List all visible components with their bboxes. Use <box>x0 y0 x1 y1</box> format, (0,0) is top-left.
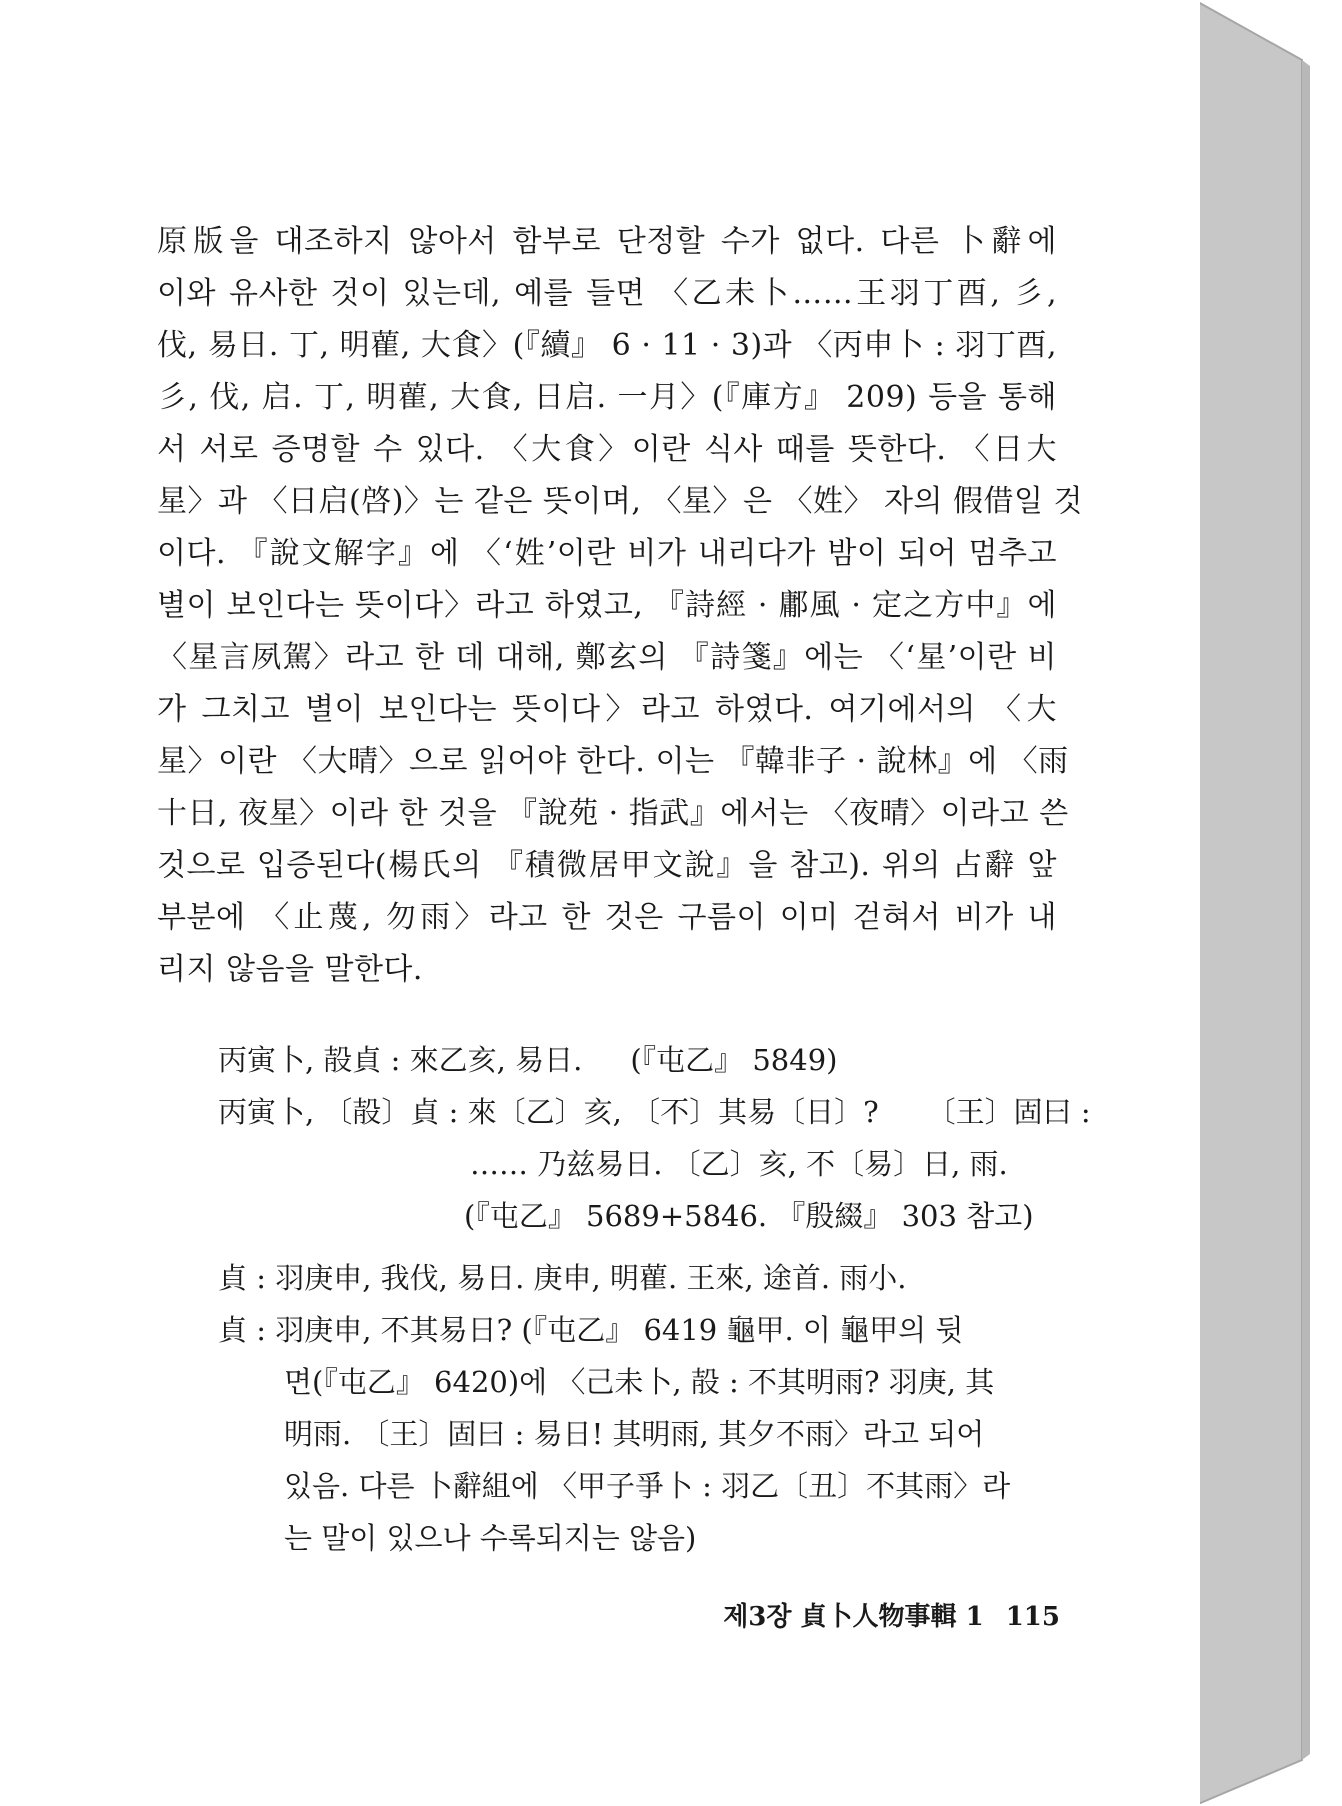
text-line: 서 서로 증명할 수 있다. 〈大食〉이란 식사 때를 뜻한다. 〈日大 <box>157 432 1057 467</box>
quote-line: 있음. 다른 卜辭組에 〈甲子爭卜 : 羽乙〔丑〕不其雨〉라 <box>284 1469 1011 1503</box>
quote-line <box>218 1034 1058 1086</box>
quote-line <box>218 1086 1091 1138</box>
body-paragraph <box>157 216 1083 996</box>
text-line: 原版을 대조하지 않아서 함부로 단정할 수가 없다. 다른 卜辭에 <box>157 224 1057 259</box>
text-line: 이와 유사한 것이 있는데, 예를 들면 〈乙未卜……王羽丁酉, 彡, <box>157 276 1057 311</box>
citation: (『屯乙』 5689+5846. 『殷綴』 303 참고) <box>464 1199 1034 1233</box>
text-line: 것으로 입증된다(楊氏의 『積微居甲文說』을 참고). 위의 占辭 앞 <box>157 848 1057 883</box>
quote-line: 明雨. 〔王〕固曰 : 易日! 其明雨, 其夕不雨〉라고 되어 <box>284 1417 985 1451</box>
inscription-quotes <box>218 1034 1091 1564</box>
quote-block <box>218 1252 1058 1564</box>
running-footer <box>700 1596 1060 1633</box>
chapter-title: 제3장 貞卜人物事輯 1 <box>723 1602 984 1632</box>
quote-line: 貞 : 羽庚申, 我伐, 易日. 庚申, 明雚. 王來, 途首. 雨小. <box>218 1261 907 1295</box>
inscription-text: 丙寅卜, 〔㱿〕貞 : 來〔乙〕亥, 〔不〕其易〔日〕? <box>218 1095 879 1129</box>
text-line: 〈星言夙駕〉라고 한 데 대해, 鄭玄의 『詩箋』에는 〈‘星’이란 비 <box>157 640 1057 675</box>
text-line: 十日, 夜星〉이라 한 것을 『說苑 · 指武』에서는 〈夜晴〉이라고 쓴 <box>157 796 1069 831</box>
quote-line: 는 말이 있으나 수록되지는 않음) <box>284 1521 697 1555</box>
text-line: 부분에 〈止蔑, 勿雨〉라고 한 것은 구름이 이미 걷혀서 비가 내 <box>157 900 1057 935</box>
quote-block <box>218 1034 1091 1242</box>
text-line: 리지 않음을 말한다. <box>157 952 423 987</box>
text-line: 彡, 伐, 启. 丁, 明雚, 大食, 日启. 一月〉(『庫方』 209) 등을 통해 <box>157 380 1057 415</box>
quote-line: 貞 : 羽庚申, 不其易日? (『屯乙』 6419 龜甲. 이 龜甲의 뒷 <box>218 1313 964 1347</box>
quote-line: 면(『屯乙』 6420)에 〈己未卜, 㱿 : 不其明雨? 羽庚, 其 <box>284 1365 995 1399</box>
inscription-text: 〔王〕固曰 : <box>926 1095 1091 1129</box>
text-line: 이다. 『說文解字』에 〈‘姓’이란 비가 내리다가 밤이 되어 멈추고 <box>157 536 1057 571</box>
book-page-edge <box>1198 0 1342 1806</box>
text-line: 가 그치고 별이 보인다는 뜻이다〉라고 하였다. 여기에서의 〈大 <box>157 692 1057 727</box>
page-number: 115 <box>1005 1602 1060 1632</box>
quote-line: …… 乃兹易日. 〔乙〕亥, 不〔易〕日, 雨. <box>470 1147 1008 1181</box>
text-line: 星〉과 〈日启(啓)〉는 같은 뜻이며, 〈星〉은 〈姓〉 자의 假借일 것 <box>157 484 1083 519</box>
text-line: 伐, 易日. 丁, 明雚, 大食〉(『續』 6 · 11 · 3)과 〈丙申卜 : 羽丁酉, <box>157 328 1057 363</box>
citation: (『屯乙』 5849) <box>630 1043 838 1077</box>
text-line: 星〉이란 〈大晴〉으로 읽어야 한다. 이는 『韓非子 · 說林』에 〈雨 <box>157 744 1069 779</box>
text-line: 별이 보인다는 뜻이다〉라고 하였고, 『詩經 · 鄘風 · 定之方中』에 <box>157 588 1057 623</box>
inscription-text: 丙寅卜, 㱿貞 : 來乙亥, 易日. <box>218 1043 583 1077</box>
